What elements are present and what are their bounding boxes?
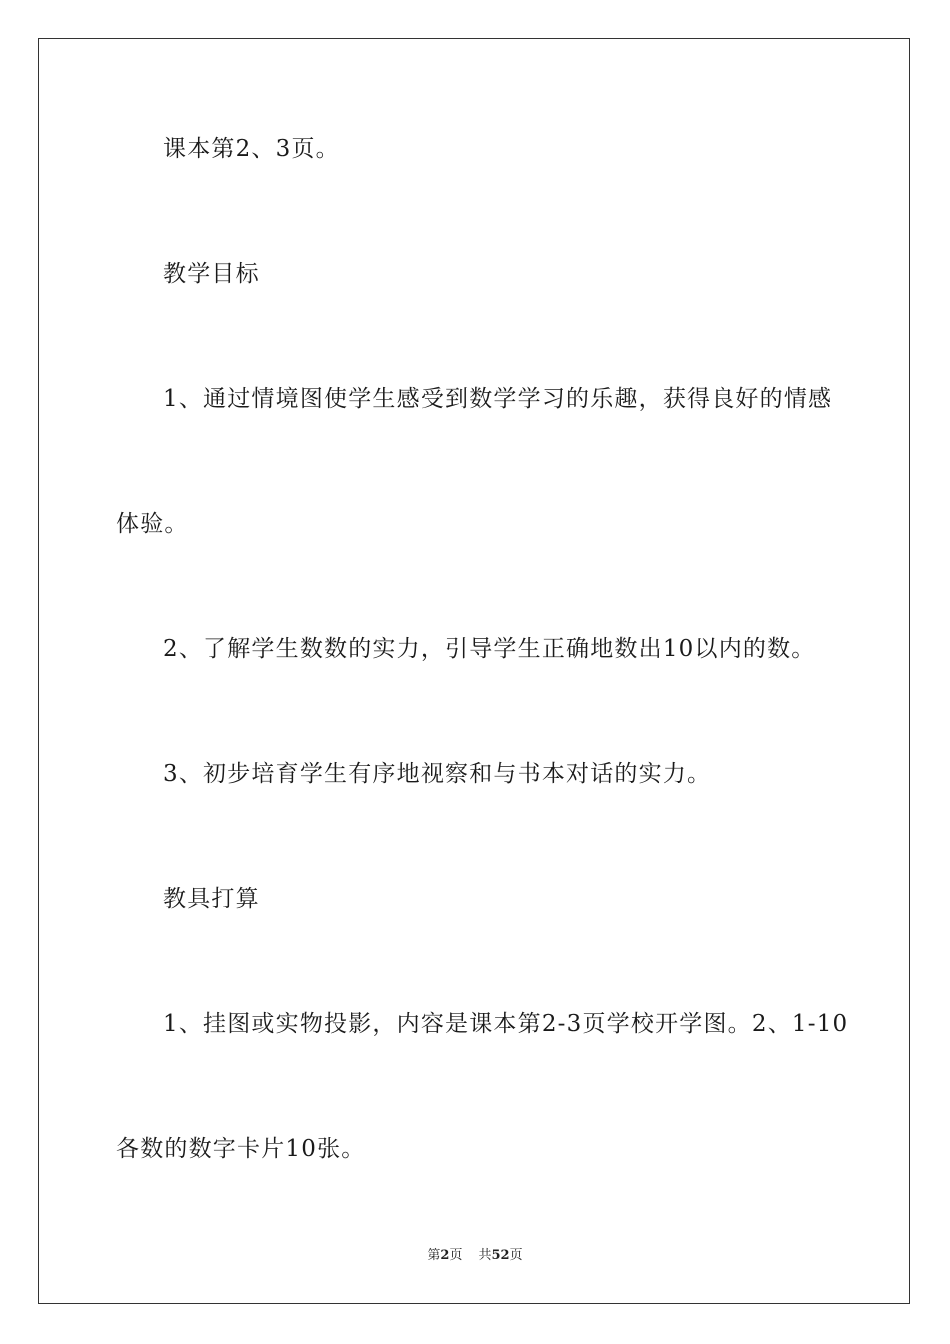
body-text-line: 体验。 (116, 511, 189, 537)
page-border (38, 38, 910, 1304)
footer-page-number: 2 (440, 1248, 450, 1263)
section-heading-teaching-goals: 教学目标 (163, 261, 260, 287)
body-text-line: 3、初步培育学生有序地视察和与书本对话的实力。 (163, 761, 712, 787)
body-text-line: 2、了解学生数数的实力，引导学生正确地数出10以内的数。 (163, 636, 816, 662)
footer-total-prefix: 共 (478, 1248, 492, 1263)
body-text-line: 1、通过情境图使学生感受到数学学习的乐趣，获得良好的情感 (163, 386, 833, 412)
body-text-line: 各数的数字卡片10张。 (116, 1136, 366, 1162)
footer-page-suffix: 页 (449, 1248, 463, 1263)
footer-page-prefix: 第 (427, 1248, 441, 1263)
footer-total-pages: 52 (491, 1248, 510, 1263)
page-footer (0, 1247, 950, 1265)
body-text-line: 1、挂图或实物投影，内容是课本第2-3页学校开学图。2、1-10 (163, 1011, 849, 1037)
section-heading-teaching-aids: 教具打算 (163, 886, 260, 912)
body-text-line: 课本第2、3页。 (163, 136, 340, 162)
footer-total-suffix: 页 (509, 1248, 523, 1263)
